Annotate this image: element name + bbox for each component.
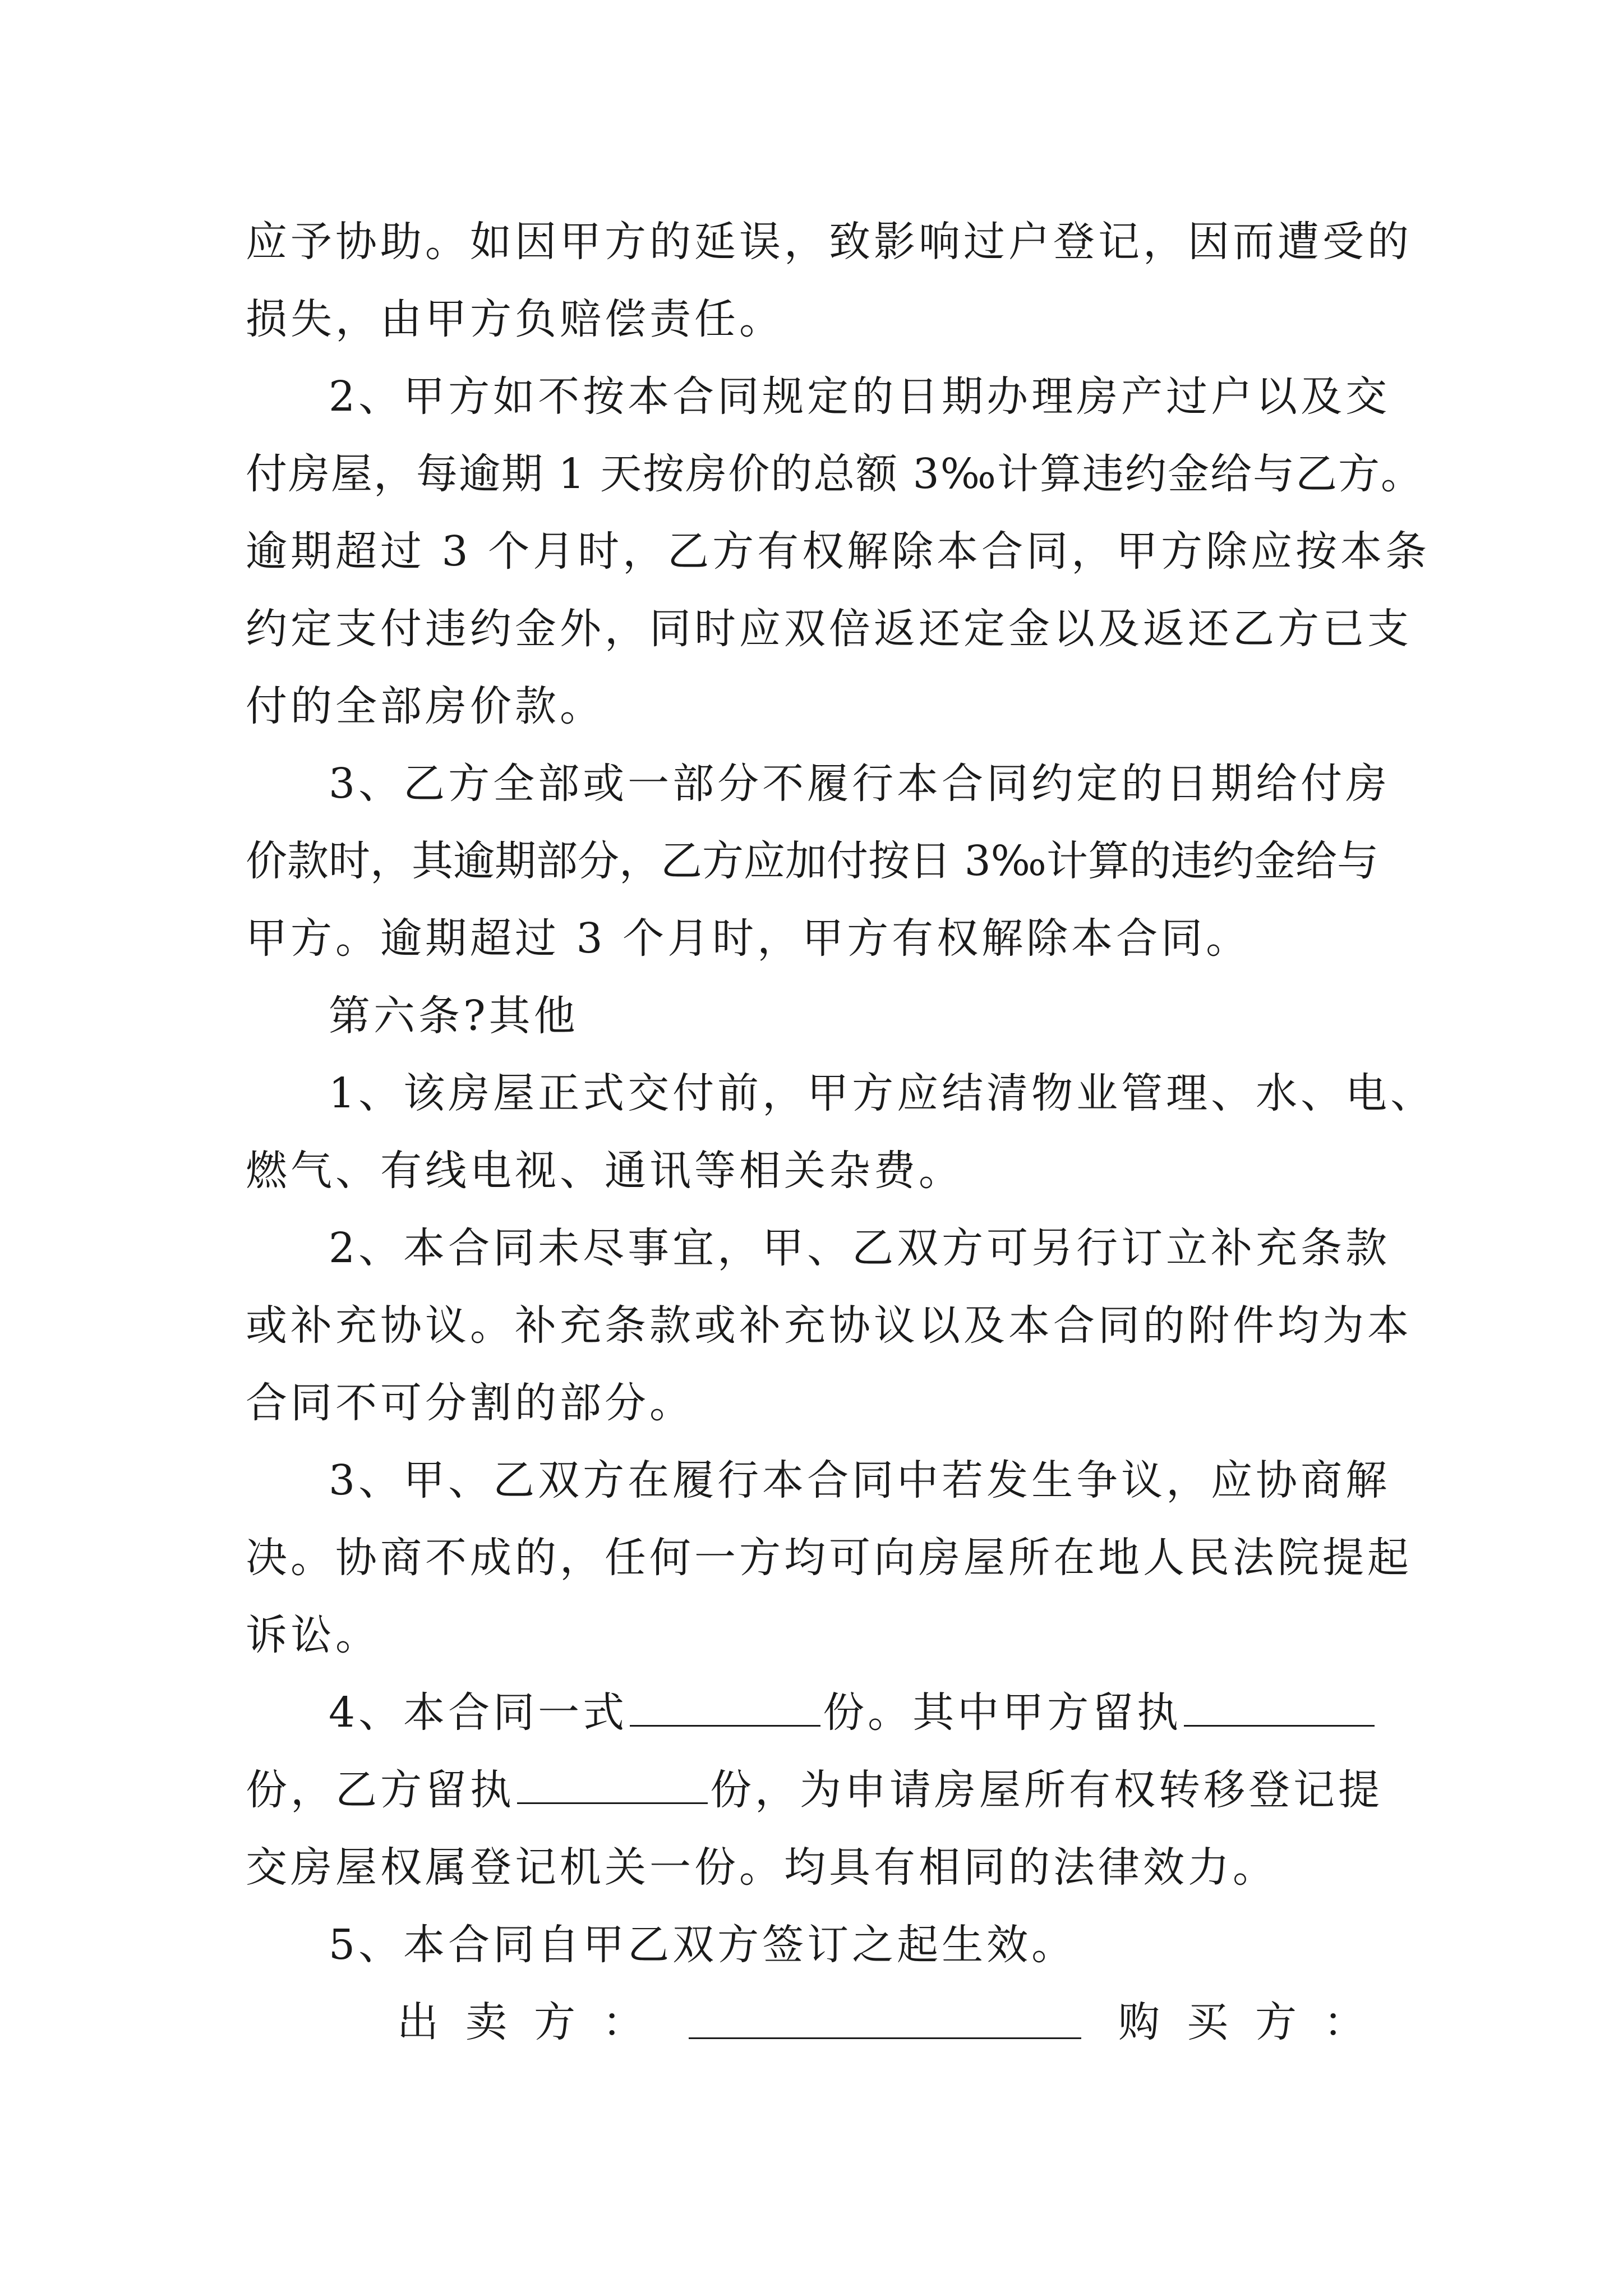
clause-2-start: 2、甲方如不按本合同规定的日期办理房产过户以及交 (329, 372, 1391, 421)
text-line: 合同不可分割的部分。 (246, 1379, 694, 1427)
clause-other-2: 2、本合同未尽事宜，甲、乙双方可另行订立补充条款 (329, 1224, 1391, 1272)
clause-other-5: 5、本合同自甲乙双方签订之起生效。 (329, 1921, 1077, 1969)
text-line: 应予协助。如因甲方的延误，致影响过户登记，因而遭受的 (246, 218, 1412, 266)
section-heading: 第六条?其他 (329, 992, 579, 1040)
text-line: 或补充协议。补充条款或补充协议以及本合同的附件均为本 (246, 1301, 1412, 1350)
text-line: 燃气、有线电视、通讯等相关杂费。 (246, 1147, 963, 1195)
text-line: 价款时，其逾期部分，乙方应加付按日 3‰计算的违约金给与 (246, 837, 1378, 885)
contract-body (246, 203, 1436, 2061)
party-b-copies-blank[interactable] (517, 1763, 708, 1804)
clause-other-4-line2 (246, 1751, 1383, 1829)
text-line: 交房屋权属登记机关一份。均具有相同的法律效力。 (246, 1843, 1278, 1892)
seller-label: 出卖方： (397, 1998, 671, 2046)
clause4-text: 份，乙方留执 (246, 1766, 515, 1814)
signature-row (246, 1984, 1392, 2061)
buyer-label: 购买方： (1118, 1998, 1392, 2046)
text-line: 约定支付违约金外，同时应双倍返还定金以及返还乙方已支 (246, 605, 1412, 653)
clause-other-1: 1、该房屋正式交付前，甲方应结清物业管理、水、电、 (329, 1069, 1436, 1117)
seller-signature-blank[interactable] (689, 2037, 1081, 2039)
text-line: 损失，由甲方负赔偿责任。 (246, 295, 784, 343)
text-line: 甲方。逾期超过 3 个月时，甲方有权解除本合同。 (246, 914, 1251, 963)
text-line: 诉讼。 (246, 1611, 380, 1659)
party-a-copies-blank[interactable] (1184, 1686, 1375, 1727)
clause4-text: 份。其中甲方留执 (823, 1688, 1182, 1737)
clause-3-start: 3、乙方全部或一部分不履行本合同约定的日期给付房 (329, 760, 1391, 808)
copies-total-blank[interactable] (630, 1686, 820, 1727)
clause-other-3: 3、甲、乙双方在履行本合同中若发生争议，应协商解 (329, 1456, 1391, 1504)
clause4-text: 4、本合同一式 (329, 1688, 628, 1737)
text-line: 决。协商不成的，任何一方均可向房屋所在地人民法院提起 (246, 1534, 1412, 1582)
text-line: 付房屋，每逾期 1 天按房价的总额 3‰计算违约金给与乙方。 (246, 450, 1424, 498)
clause4-text: 份，为申请房屋所有权转移登记提 (710, 1766, 1383, 1814)
clause-other-4-line1 (246, 1674, 1378, 1751)
text-line: 付的全部房价款。 (246, 682, 605, 730)
text-line: 逾期超过 3 个月时，乙方有权解除本合同，甲方除应按本条 (246, 527, 1431, 576)
